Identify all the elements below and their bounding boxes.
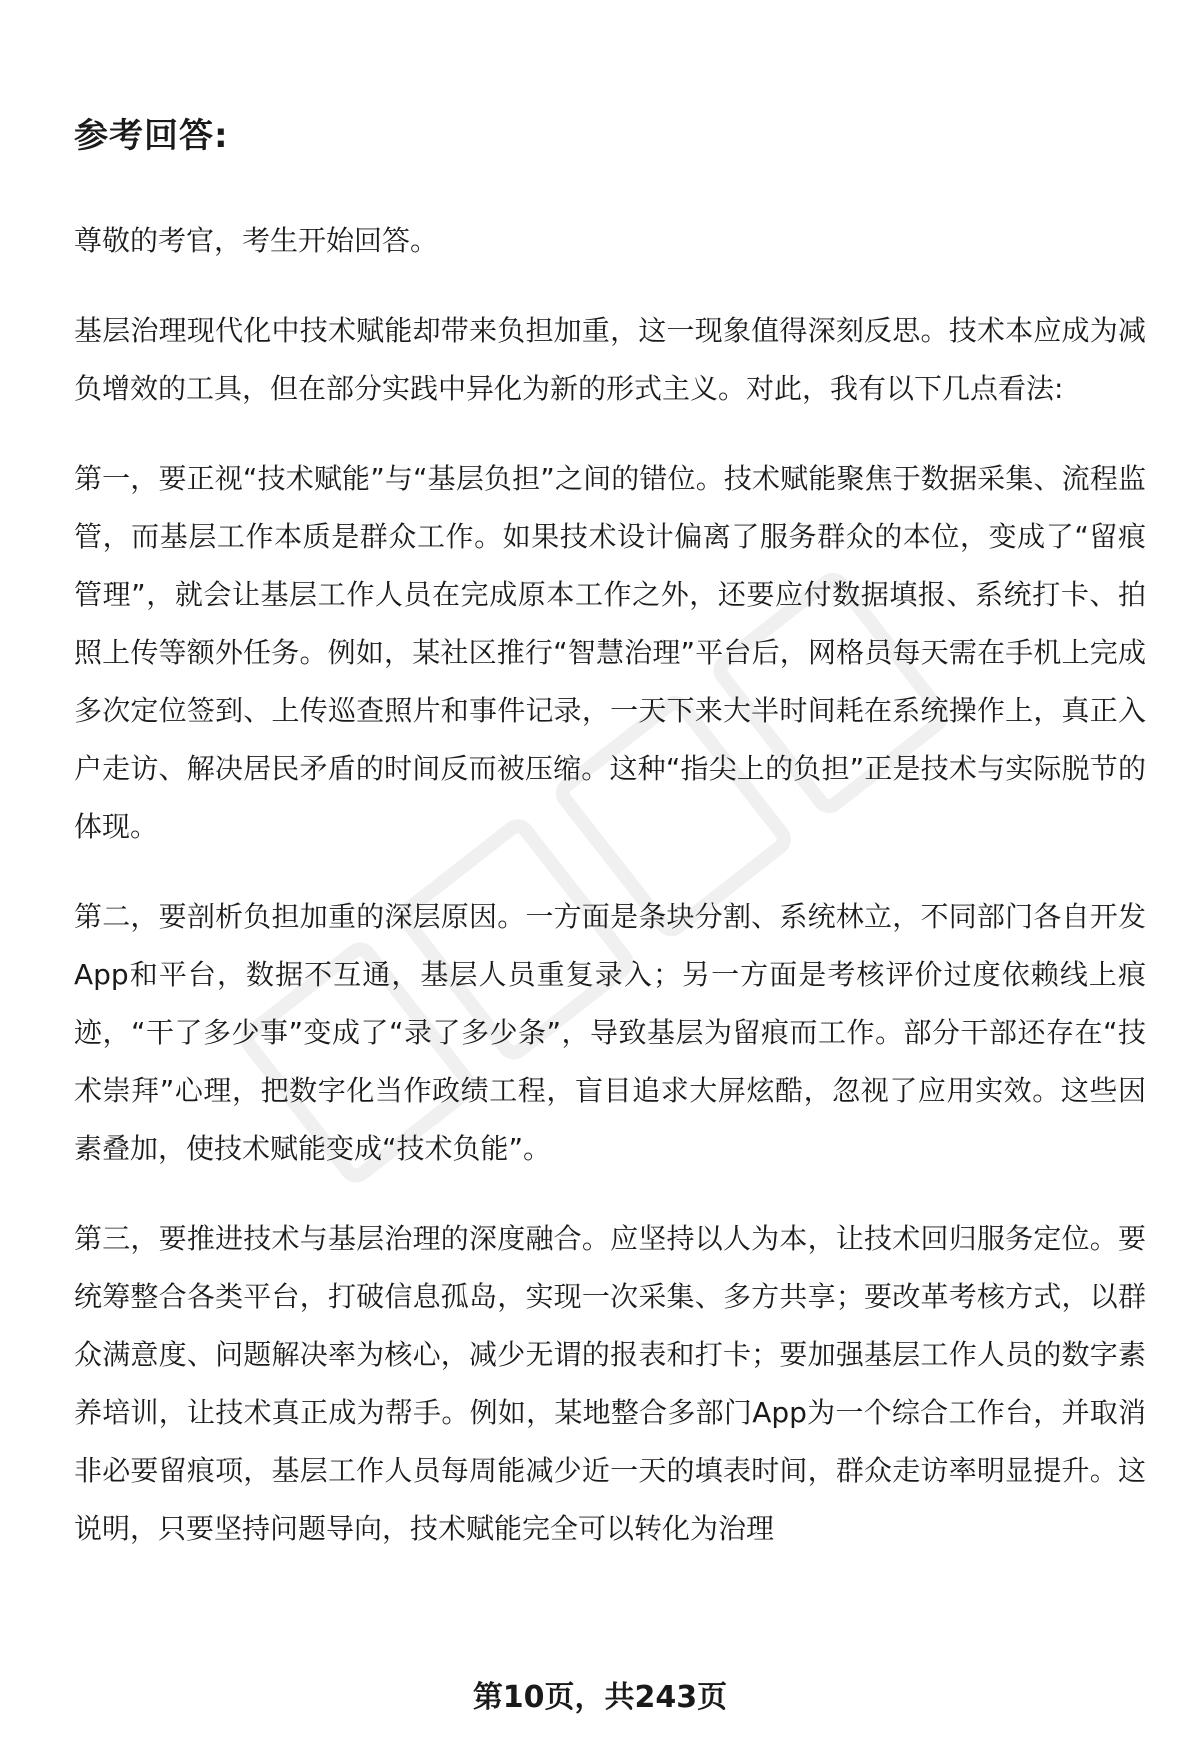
- paragraph-point-3: 第三，要推进技术与基层治理的深度融合。应坚持以人为本，让技术回归服务定位。要统筹整合各类平台，打破信息孤岛，实现一次采集、多方共享；要改革考核方式，以群众满意度、问题解决率为核心，减少无谓的报表和打卡；要加强基层工作人员的数字素养培训，让技术真正成为帮手。例如，某地整合多部门App为一个综合工作台，并取消非必要留痕项，基层工作人员每周能减少近一天的填表时间，群众走访率明显提升。这说明，只要坚持问题导向，技术赋能完全可以转化为治理: [74, 1222, 1146, 1545]
- section-heading: 参考回答:: [74, 116, 229, 156]
- paragraph-greeting: 尊敬的考官，考生开始回答。: [74, 224, 439, 257]
- paragraph-point-1: 第一，要正视“技术赋能”与“基层负担”之间的错位。技术赋能聚焦于数据采集、流程监管，而基层工作本质是群众工作。如果技术设计偏离了服务群众的本位，变成了“留痕管理”，就会让基层工作人员在完成原本工作之外，还要应付数据填报、系统打卡、拍照上传等额外任务。例如，某社区推行“智慧治理”平台后，网格员每天需在手机上完成多次定位签到、上传巡查照片和事件记录，一天下来大半时间耗在系统操作上，真正入户走访、解决居民矛盾的时间反而被压缩。这种“指尖上的负担”正是技术与实际脱节的体现。: [74, 462, 1146, 843]
- document-body: [74, 112, 1146, 1590]
- paragraph-point-2: 第二，要剖析负担加重的深层原因。一方面是条块分割、系统林立，不同部门各自开发App和平台，数据不互通，基层人员重复录入；另一方面是考核评价过度依赖线上痕迹，“干了多少事”变成了“录了多少条”，导致基层为留痕而工作。部分干部还存在“技术崇拜”心理，把数字化当作政绩工程，盲目追求大屏炫酷，忽视了应用实效。这些因素叠加，使技术赋能变成“技术负能”。: [74, 900, 1146, 1165]
- page-number: 第10页，共243页: [472, 1680, 728, 1715]
- paragraph-intro: 基层治理现代化中技术赋能却带来负担加重，这一现象值得深刻反思。技术本应成为减负增效的工具，但在部分实践中异化为新的形式主义。对此，我有以下几点看法:: [74, 314, 1146, 405]
